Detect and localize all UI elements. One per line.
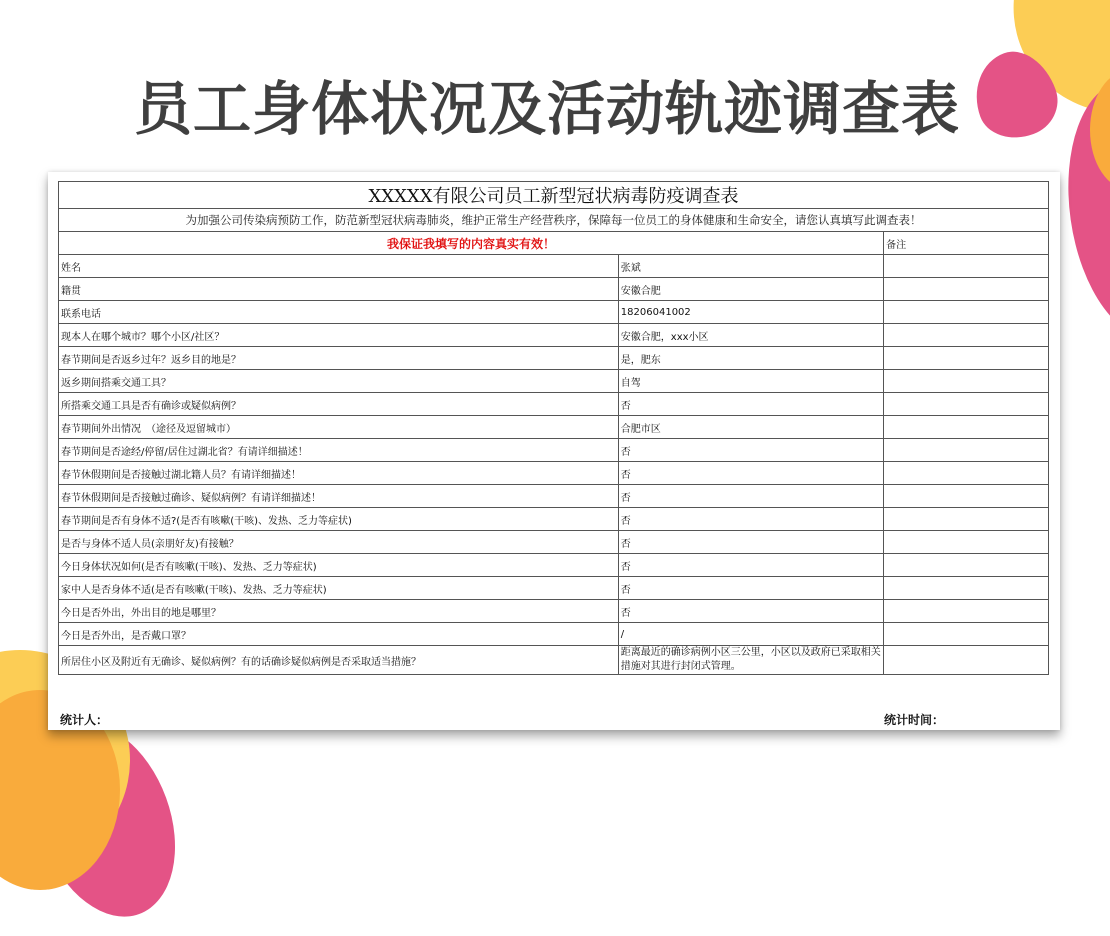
table-row: [59, 255, 1049, 278]
pledge-row: [59, 232, 1049, 255]
table-row: [59, 531, 1049, 554]
question-cell: 春节期间是否途经/停留/居住过湖北省？有请详细描述！: [59, 439, 619, 462]
notes-header: 备注: [884, 232, 1049, 255]
note-cell[interactable]: [884, 416, 1049, 439]
note-cell[interactable]: [884, 255, 1049, 278]
note-cell[interactable]: [884, 347, 1049, 370]
answer-cell[interactable]: 否: [618, 393, 883, 416]
answer-cell[interactable]: 是，肥东: [618, 347, 883, 370]
question-cell: 春节休假期间是否接触过湖北籍人员？有请详细描述！: [59, 462, 619, 485]
answer-cell[interactable]: 合肥市区: [618, 416, 883, 439]
table-row: [59, 301, 1049, 324]
answer-cell[interactable]: 否: [618, 508, 883, 531]
table-row: [59, 324, 1049, 347]
table-row: [59, 278, 1049, 301]
question-cell: 所居住小区及附近有无确诊、疑似病例？有的话确诊疑似病例是否采取适当措施？: [59, 646, 619, 675]
survey-table: [58, 181, 1049, 675]
note-cell[interactable]: [884, 577, 1049, 600]
note-cell[interactable]: [884, 278, 1049, 301]
question-cell: 现本人在哪个城市？哪个小区/社区？: [59, 324, 619, 347]
question-cell: 姓名: [59, 255, 619, 278]
note-cell[interactable]: [884, 485, 1049, 508]
question-cell: 是否与身体不适人员(亲朋好友)有接触？: [59, 531, 619, 554]
note-cell[interactable]: [884, 600, 1049, 623]
note-cell[interactable]: [884, 439, 1049, 462]
table-row: [59, 370, 1049, 393]
page-title: 员工身体状况及活动轨迹调查表: [133, 75, 960, 143]
answer-cell[interactable]: 安徽合肥: [618, 278, 883, 301]
table-row: [59, 416, 1049, 439]
question-cell: 籍贯: [59, 278, 619, 301]
table-row: [59, 577, 1049, 600]
answer-cell[interactable]: 否: [618, 439, 883, 462]
note-cell[interactable]: [884, 301, 1049, 324]
table-row: [59, 439, 1049, 462]
note-cell[interactable]: [884, 462, 1049, 485]
answer-cell[interactable]: 否: [618, 485, 883, 508]
note-cell[interactable]: [884, 370, 1049, 393]
answer-cell[interactable]: 否: [618, 531, 883, 554]
survey-form-sheet: [48, 172, 1060, 730]
table-row: [59, 600, 1049, 623]
answer-cell[interactable]: 距离最近的确诊病例小区三公里，小区以及政府已采取相关措施对其进行封闭式管理。: [618, 646, 883, 675]
table-row: [59, 462, 1049, 485]
question-cell: 春节期间是否返乡过年？返乡目的地是？: [59, 347, 619, 370]
question-cell: 返乡期间搭乘交通工具？: [59, 370, 619, 393]
question-cell: 家中人是否身体不适(是否有咳嗽(干咳)、发热、乏力等症状): [59, 577, 619, 600]
question-cell: 今日是否外出，是否戴口罩？: [59, 623, 619, 646]
pledge-text: 我保证我填写的内容真实有效！: [59, 232, 884, 255]
answer-cell[interactable]: 否: [618, 600, 883, 623]
table-row: [59, 485, 1049, 508]
statistician-label: 统计人：: [60, 713, 109, 727]
form-intro-row: [59, 209, 1049, 232]
table-row: [59, 554, 1049, 577]
answer-cell[interactable]: 张斌: [618, 255, 883, 278]
note-cell[interactable]: [884, 554, 1049, 577]
note-cell[interactable]: [884, 508, 1049, 531]
answer-cell[interactable]: 自驾: [618, 370, 883, 393]
answer-cell[interactable]: 否: [618, 462, 883, 485]
question-cell: 春节休假期间是否接触过确诊、疑似病例？有请详细描述！: [59, 485, 619, 508]
note-cell[interactable]: [884, 324, 1049, 347]
question-cell: 今日身体状况如何(是否有咳嗽(干咳)、发热、乏力等症状): [59, 554, 619, 577]
answer-cell[interactable]: 安徽合肥，xxx小区: [618, 324, 883, 347]
answer-cell[interactable]: 否: [618, 577, 883, 600]
answer-cell[interactable]: /: [618, 623, 883, 646]
note-cell[interactable]: [884, 646, 1049, 675]
question-cell: 春节期间外出情况 （途径及逗留城市）: [59, 416, 619, 439]
answer-cell[interactable]: 否: [618, 554, 883, 577]
statistics-time-label: 统计时间：: [884, 713, 945, 727]
table-row: [59, 646, 1049, 675]
form-title-row: [59, 182, 1049, 209]
question-cell: 联系电话: [59, 301, 619, 324]
question-cell: 春节期间是否有身体不适?(是否有咳嗽(干咳)、发热、乏力等症状): [59, 508, 619, 531]
table-row: [59, 623, 1049, 646]
table-row: [59, 393, 1049, 416]
form-title: XXXXX有限公司员工新型冠状病毒防疫调查表: [59, 182, 1049, 209]
note-cell[interactable]: [884, 393, 1049, 416]
answer-cell[interactable]: 18206041002: [618, 301, 883, 324]
table-row: [59, 347, 1049, 370]
note-cell[interactable]: [884, 623, 1049, 646]
question-cell: 所搭乘交通工具是否有确诊或疑似病例？: [59, 393, 619, 416]
form-intro: 为加强公司传染病预防工作，防范新型冠状病毒肺炎，维护正常生产经营秩序，保障每一位员工的身体健康和生命安全，请您认真填写此调查表！: [59, 209, 1049, 232]
question-cell: 今日是否外出，外出目的地是哪里？: [59, 600, 619, 623]
table-row: [59, 508, 1049, 531]
note-cell[interactable]: [884, 531, 1049, 554]
